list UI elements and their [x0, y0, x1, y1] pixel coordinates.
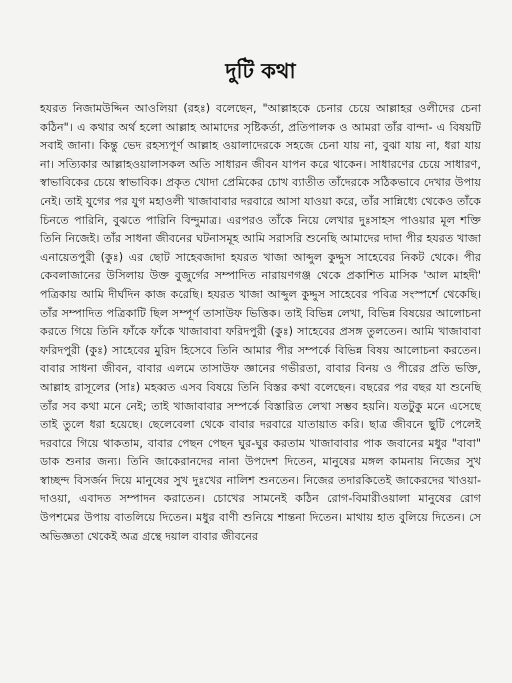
body-paragraph: হযরত নিজামউদ্দিন আওলিয়া (রহঃ) বলেছেন, "আল্লাহকে চেনার চেয়ে আল্লাহর ওলীদের চেনা কঠিন"। এ কথার অর্থ হলো আল্লাহ আমাদের সৃষ্টিকর্তা, প্রতিপালক ও আমরা তাঁর বান্দা- এ বিষয়টি সবাই জানা। কিন্তু ভেদ রহস্যপূর্ণ আল্লাহ ওয়ালাদেরকে সহজে চেনা যায় না, বুঝা যায় না, ধরা যায় না। সত্যিকার আল্লাহওয়ালাসকল অতি সাধারন জীবন যাপন করে থাকেন। সাধারণের চেয়ে সাধারণ, স্বাভাবিকের চেয়ে স্বাভাবিক। প্রকৃত খোদা প্রেমিকের চোখ ব্যাতীত তাঁদেরকে সঠিকভাবে দেখার উপায় নেই। তাই যুগের পর যুগ মহাওলী খাজাবাবার দরবারে আসা যাওয়া করে, তাঁর সান্নিধ্যে থেকেও তাঁকে চিনতে পারিনি, বুঝতে পারিনি বিন্দুমাত্র। এরপরও তাঁকে নিয়ে লেখার দুঃসাহস পাওয়ার মূল শক্তি তিনি নিজেই। তাঁর সাধনা জীবনের ঘটনাসমূহ আমি সরাসরি শুনেছি আমাদের দাদা পীর হযরত খাজা এনায়েতপুরী (কুঃ) এর ছোট সাহেবজাদা হযরত খাজা আব্দুল কুদ্দুস সাহেবের নিকট থেকে। পীর কেবলাজানের উসিলায় উক্ত বুজুর্গের সম্পাদিত নারায়ণগঞ্জ থেকে প্রকাশিত মাসিক 'আল মাহদী' পত্রিকায় আমি দীর্ঘদিন কাজ করেছি। হযরত খাজা আব্দুল কুদ্দুস সাহেবের পবিত্র সংস্পর্শে থেকেছি। তাঁর সম্পাদিত পত্রিকাটি ছিল সম্পূর্ণ তাসাউফ ভিত্তিক। তাই বিভিন্ন লেখা, বিভিন্ন বিষয়ের আলোচনা করতে গিয়ে তিনি ফাঁকে ফাঁকে খাজাবাবা ফরিদপুরী (কুঃ) সাহেবের প্রসঙ্গ তুলতেন। আমি খাজাবাবা ফরিদপুরী (কুঃ) সাহেবের মুরিদ হিসেবে তিনি আমার পীর সম্পর্কে বিভিন্ন বিষয় আলোচনা করতেন। বাবার সাধনা জীবন, বাবার এলমে তাসাউফ জ্ঞানের গভীরতা, বাবার বিনয় ও পীরের প্রতি ভক্তি, আল্লাহ রাসূলের (সাঃ) মহব্বত এসব বিষয়ে তিনি বিস্তর কথা বলেছেন। বছরের পর বছর যা শুনেছি তাঁর সব কথা মনে নেই; তাই খাজাবাবার সম্পর্কে বিস্তারিত লেখা সম্ভব হয়নি। যতটুকু মনে এসেছে তাই তুলে ধরা হয়েছে। ছেলেবেলা থেকে বাবার দরবারে যাতায়াত করি। ছাত্র জীবনে ছুটি পেলেই দরবারে গিয়ে থাকতাম, বাবার পেছন পেছন ঘুর-ঘুর করতাম খাজাবাবার পাক জবানের মধুর "বাবা" ডাক শুনার জন্য। তিনি জাকেরানদের নানা উপদেশ দিতেন, মানুষের মঙ্গল কামনায় নিজের সুখ স্বাচ্ছন্দ বিসর্জন দিয়ে মানুষের সুখ দুঃখের নালিশ শুনতেন। নিজের তদারকিতেই জাকেরদের খাওয়া-দাওয়া, এবাদত সম্পাদন করাতেন। চোখের সামনেই কঠিন রোগ-বিমারীওয়ালা মানুষের রোগ উপশমের উপায় বাতলিয়ে দিতেন। মধুর বাণী শুনিয়ে শান্তনা দিতেন। মাথায় হাত বুলিয়ে দিতেন। সে অভিজ্ঞতা থেকেই অত্র গ্রন্থে দয়াল বাবার জীবনের [40, 102, 481, 543]
page-title: দুটি কথা [225, 59, 296, 83]
